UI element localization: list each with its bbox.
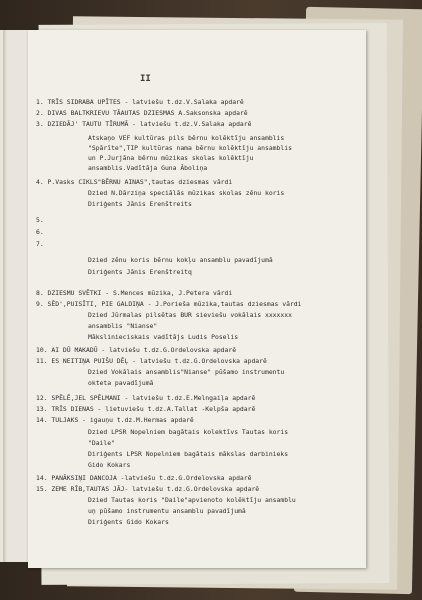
line-6: un P.Jurjāna bērnu mūzikas skolas kolēktīju xyxy=(88,154,254,162)
line-16: 8. DZIESMU SVĒTKI - S.Mences mūzika, J.Petera vārdi xyxy=(36,289,233,297)
left-page-edge xyxy=(0,30,31,562)
line-5: "Spārīte",TIP kultūras nama bērnu kolēktīju ansamblis xyxy=(88,144,292,152)
line-32: 14. PANĀKSIŅI DANCOJA -latviešu t.dz.G.Ordelovska apdarē xyxy=(36,474,252,482)
line-24: okteta pavadījumā xyxy=(88,379,154,387)
line-18: Dzied Jūrmalas pilsētas BUR sieviešu vokālais xxxxxxx xyxy=(88,311,292,319)
line-26: 13. TRĪS DIENAS - lietuviešu t.dz.A.Tallat -Kelpša apdarē xyxy=(36,405,256,413)
line-19: ansamblis "Nianse" xyxy=(88,322,158,330)
line-17: 9. SĒD',PUISĪTI, PIE GALDIŅA - J.Porieša mūzika,tautas dziesmas vārdi xyxy=(36,300,302,308)
typed-page xyxy=(28,30,366,568)
section-heading: II xyxy=(140,74,151,84)
line-28: Dzied LPSR Nopelniem bagātais kolektīvs Tautas koris xyxy=(88,428,289,436)
line-34: Dzied Tautas koris "Daile"apvienoto kolēktīju ansamblu xyxy=(88,496,296,504)
line-29: "Daile" xyxy=(88,439,115,447)
line-27: 14. TULJAKS - igauņu t.dz.M.Hermas apdarē xyxy=(36,416,194,424)
line-7: ansamblis.Vadītāja Guna Āboliņa xyxy=(88,164,208,172)
line-10: Diriģents Jānis Erenštreits xyxy=(88,200,192,208)
line-30: Diriģents LPSR Nopelniem bagātais mākslas darbinieks xyxy=(88,450,289,458)
line-22: 11. ES NEITIŅA PUIŠU DĒĻ - latviešu t.dz.G.Ordelovska apdarē xyxy=(36,357,267,365)
line-9: Dzied N.Dārziņa speciālās mūzikas skolas zēnu koris xyxy=(88,189,285,197)
line-31: Gido Kokars xyxy=(88,461,131,469)
line-25: 12. SPĒLĒ,JEL SPĒLMANI - latviešu t.dz.E.Melngaiļa apdarē xyxy=(36,394,256,402)
line-20: Mākslinieciskais vadītājs Ludis Poselis xyxy=(88,333,239,341)
line-8: 4. P.Vasks CIKLS"BĒRNU AINAS",tautas dziesmas vārdi xyxy=(36,178,233,186)
line-2: 2. DIVAS BALTKRIEVU TĀAUTAS DZIESMAS A.Saksonska apdarē xyxy=(36,109,248,117)
line-3: 3. DZIEDĀJ' TAUTU TĪRUMĀ - latviešu t.dz.V.Salaka apdarē xyxy=(36,120,252,128)
line-35: uņ pūšamo instrumentu ansamblu pavadījumā xyxy=(88,507,246,515)
line-1: 1. TRĪS SIDRABA UPĪTES - latviešu t.dz.V.Salaka apdarē xyxy=(36,98,244,106)
line-15: Diriģents Jānis Erenštreitq xyxy=(88,268,192,276)
line-11: 5. xyxy=(36,216,44,224)
line-23: Dzied Vokālais ansamblis"Nianse" pūšamo instrumentu xyxy=(88,368,285,376)
line-14: Dzied zēnu koris bērnu kokļu ansamblu pavadījumā xyxy=(88,256,273,264)
line-21: 10. AI DŪ MAKADŪ - latviešu t.dz.G.Ordelovska apdarē xyxy=(36,346,237,354)
page-curl xyxy=(3,30,7,562)
line-4: Atskaņo VEF kultūras pils bērnu kolēktīju ansamblis xyxy=(88,134,285,142)
line-13: 7. xyxy=(36,240,44,248)
line-12: 6. xyxy=(36,228,44,236)
line-33: 15. ZEME RĪB,TAUTAS JĀJ- latviešu t.dz.G.Ordelovska apdarē xyxy=(36,485,260,493)
line-36: Diriģents Gido Kokars xyxy=(88,518,169,526)
